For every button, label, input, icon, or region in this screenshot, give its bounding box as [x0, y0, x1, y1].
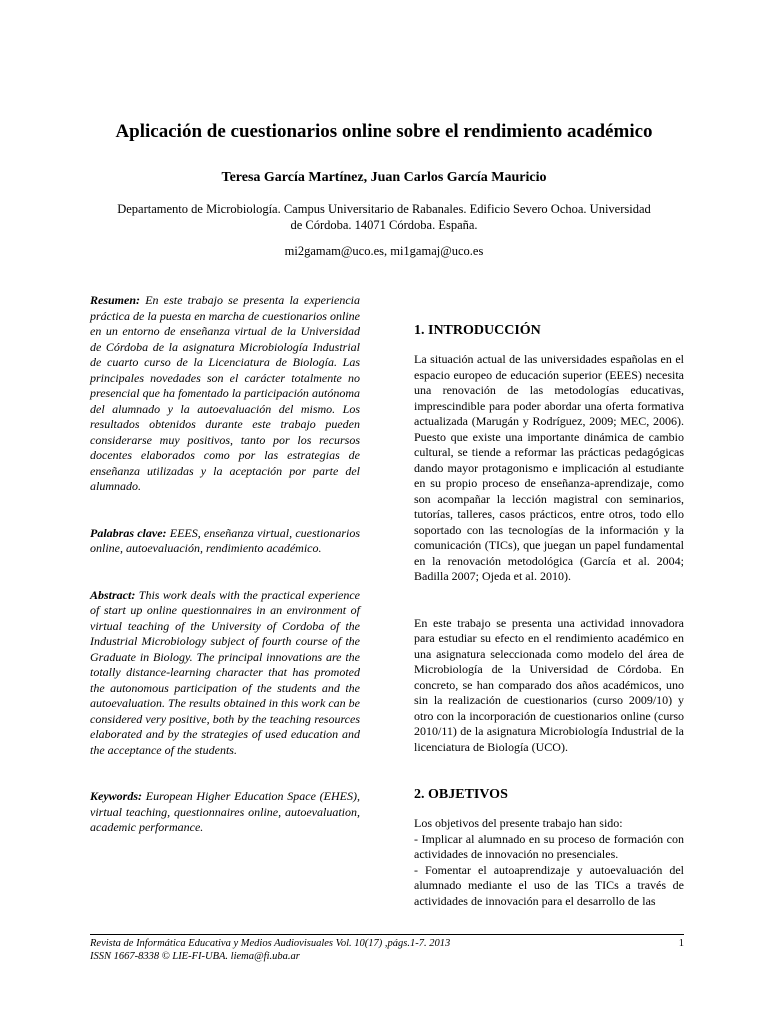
- paper-authors: Teresa García Martínez, Juan Carlos García Mauricio: [221, 170, 547, 185]
- footer-journal-line: [90, 937, 684, 950]
- abstract-text: This work deals with the practical experience of start up online questionnaires in an environment of virtual teaching of the University of Cordoba of the Industrial Microbiology subject of fourth course of the Graduate in Biology. The principal innovations are the totally distance-learning character that has promoted the autonomous participation of the students and the autoevaluation. The results obtained in this work can be considered very positive, both by the teaching resources elaborated and by the strategies of used education and the acceptance of the students.: [90, 587, 360, 757]
- objetivo-item: - Fomentar el autoaprendizaje y autoevaluación del alumnado mediante el uso de las TICs a través de actividades de innovación para el desarrollo de las: [414, 862, 684, 908]
- footer-volume: Vol. 10(17) ,págs.1-7. 2013: [333, 938, 451, 949]
- section-heading-objetivos: 2. OBJETIVOS: [414, 787, 508, 802]
- paper-title: Aplicación de cuestionarios online sobre el rendimiento académico: [115, 121, 653, 142]
- footer-divider: [90, 934, 684, 935]
- palabras-clave-block: [90, 526, 360, 557]
- abstract-label: Abstract:: [90, 587, 136, 602]
- right-column: [414, 322, 684, 909]
- section-heading-introduccion: 1. INTRODUCCIÓN: [414, 323, 541, 338]
- author-affiliation: Departamento de Microbiología. Campus Universitario de Rabanales. Edificio Severo Ochoa. Universidad de Córdoba. 14071 Córdoba. España.: [117, 202, 651, 232]
- footer-journal-name: Revista de Informática Educativa y Medios Audiovisuales: [90, 938, 334, 949]
- keywords-label: Keywords:: [90, 789, 142, 803]
- footer-issn: ISSN 1667-8338 © LIE-FI-UBA. liema@fi.uba.ar: [90, 951, 300, 962]
- palabras-clave-text: EEES, enseñanza virtual, cuestionarios online, autoevaluación, rendimiento académico.: [90, 525, 361, 555]
- left-column: [90, 293, 360, 836]
- resumen-label: Resumen:: [90, 293, 141, 307]
- abstract-block: [90, 588, 360, 759]
- intro-paragraph-1: La situación actual de las universidades españolas en el espacio europeo de educación superior (EEES) necesita una renovación de las metodologías educativas, imprescindible para poder abordar una oferta formativa actualizada (Marugán y Rodríguez, 2009; MEC, 2006). Puesto que existe una importante dinámica de cambio cultural, se tiende a reformar las prácticas pedagógicas dando mayor protagonismo e implicación al estudiante en su propio proceso de enseñanza-aprendizaje, como son acompañar la lección magistral con seminarios, tutorías, talleres, casos prácticos, entre otros, todo ello soportado con las tecnologías de la información y la comunicación (TICs), que juegan un papel fundamental en la renovación metodológica (García et al. 2004; Badilla 2007; Ojeda et al. 2010).: [414, 352, 684, 583]
- objetivo-item: - Implicar al alumnado en su proceso de formación con actividades de innovación no presenciales.: [414, 831, 684, 861]
- keywords-text: European Higher Education Space (EHES), virtual teaching, questionnaires online, autoevaluation, academic performance.: [90, 789, 360, 834]
- author-emails: mi2gamam@uco.es, mi1gamaj@uco.es: [284, 244, 484, 258]
- resumen-block: [90, 293, 360, 495]
- palabras-clave-label: Palabras clave:: [90, 525, 167, 540]
- keywords-block: [90, 789, 360, 836]
- intro-paragraph-2: En este trabajo se presenta una actividad innovadora para estudiar su efecto en el rendimiento académico en una asignatura seleccionada como modelo del área de Microbiología de la Universidad de Córdoba. En concreto, se han comparado dos años académicos, uno sin la realización de cuestionarios (curso 2009/10) y otro con la incorporación de cuestionarios online (curso 2010/11) de la asignatura Microbiología Industrial de la licenciatura de Biología (UCO).: [414, 615, 684, 754]
- objetivos-intro: Los objetivos del presente trabajo han sido:: [414, 816, 623, 830]
- page-number: 1: [678, 938, 684, 949]
- resumen-text: En este trabajo se presenta la experiencia práctica de la puesta en marcha de cuestionarios online en un entorno de enseñanza virtual de la Universidad de Córdoba de la asignatura Microbiología Industrial de cuarto curso de la Licenciatura de Biología. Las principales novedades son el carácter totalmente no presencial que ha fomentado la participación autónoma del alumnado y la autoevaluación del mismo. Los resultados obtenidos durante este trabajo pueden considerarse muy positivos, tanto por los recursos docentes elaborados como por las estrategias de enseñanza utilizadas y la aceptación por parte del alumnado.: [90, 293, 360, 493]
